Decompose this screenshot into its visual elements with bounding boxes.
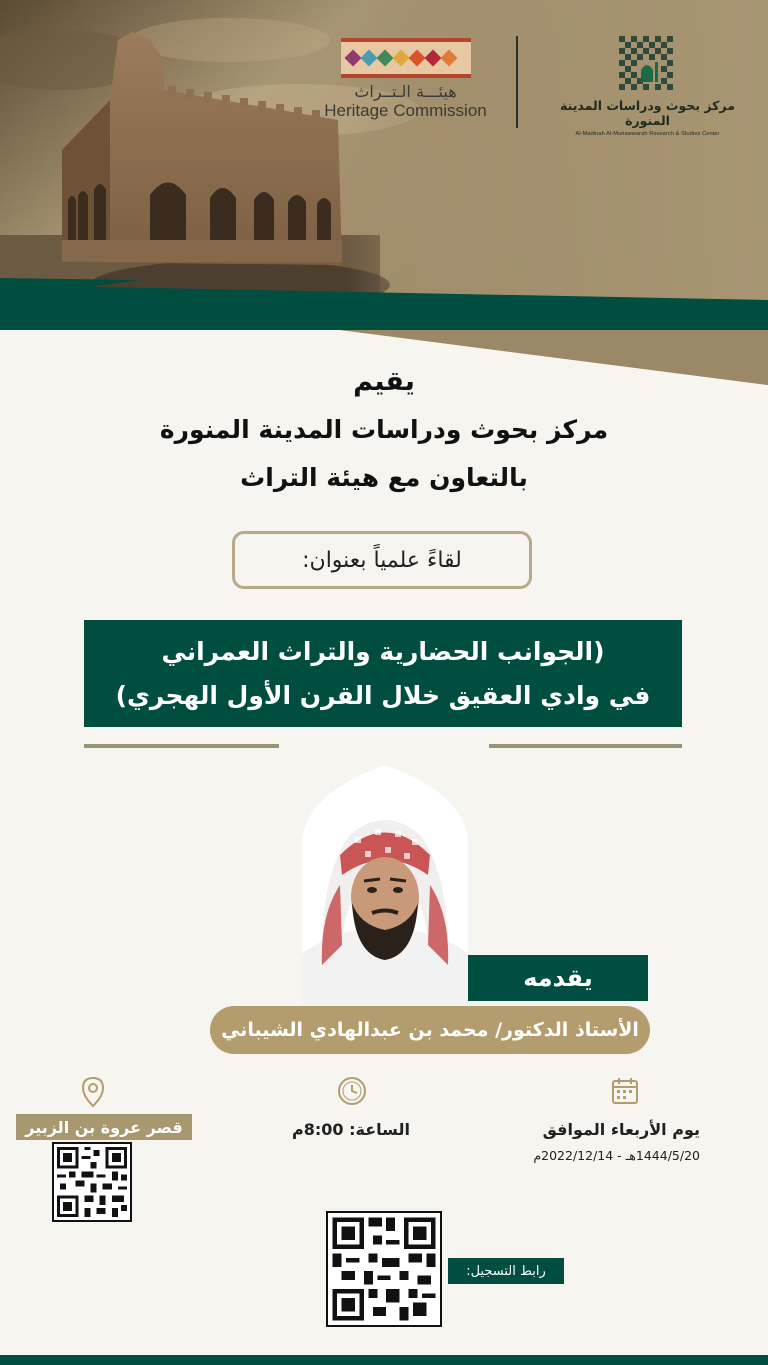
registration-label: رابط التسجيل: [448,1258,564,1284]
organizer-statement [0,360,768,500]
research-center-logo [540,36,755,137]
event-day: يوم الأربعاء الموافق [542,1120,700,1139]
intro-line-2: مركز بحوث ودراسات المدينة المنورة [159,415,609,444]
logo-divider [516,36,518,128]
lecture-title-line-2: في وادي العقيق خلال القرن الأول الهجري) [115,680,651,710]
divider-right [489,744,682,748]
intro-line-3: بالتعاون مع هيئة التراث [240,463,528,492]
research-center-grid-icon [619,36,677,92]
lecture-label: لقاءً علمياً بعنوان: [232,531,532,589]
calendar-icon [610,1076,640,1106]
footer-bar [0,1355,768,1365]
heritage-commission-logo [318,38,493,121]
location-qr-code[interactable] [52,1142,132,1222]
header-banner [0,0,768,390]
research-center-name-en: Al-Madinah Al-Munawwarah Research & Studies Center [575,131,720,137]
event-date: 1444/5/20هـ - 2022/12/14م [533,1148,700,1163]
clock-icon [337,1076,367,1106]
speaker-portrait [300,765,470,1005]
heritage-name-ar: هيئـــة الـتــراث [354,82,457,101]
presents-label: يقدمه [468,955,648,1001]
speaker-name: الأستاذ الدكتور/ محمد بن عبدالهادي الشيباني [210,1006,650,1054]
research-center-name-ar: مركز بحوث ودراسات المدينة المنورة [560,98,735,128]
heritage-name-en: Heritage Commission [324,101,487,120]
event-time: الساعة: 8:00م [292,1120,410,1139]
divider-left [84,744,279,748]
heritage-pattern-icon [318,38,493,78]
lecture-title [84,620,682,727]
location-label: قصر عروة بن الزبير [16,1114,192,1140]
intro-line-1: يقيم [353,366,415,397]
location-pin-icon [78,1076,108,1106]
registration-qr-code[interactable] [326,1211,442,1327]
lecture-title-line-1: (الجوانب الحضارية والتراث العمراني [161,636,605,666]
